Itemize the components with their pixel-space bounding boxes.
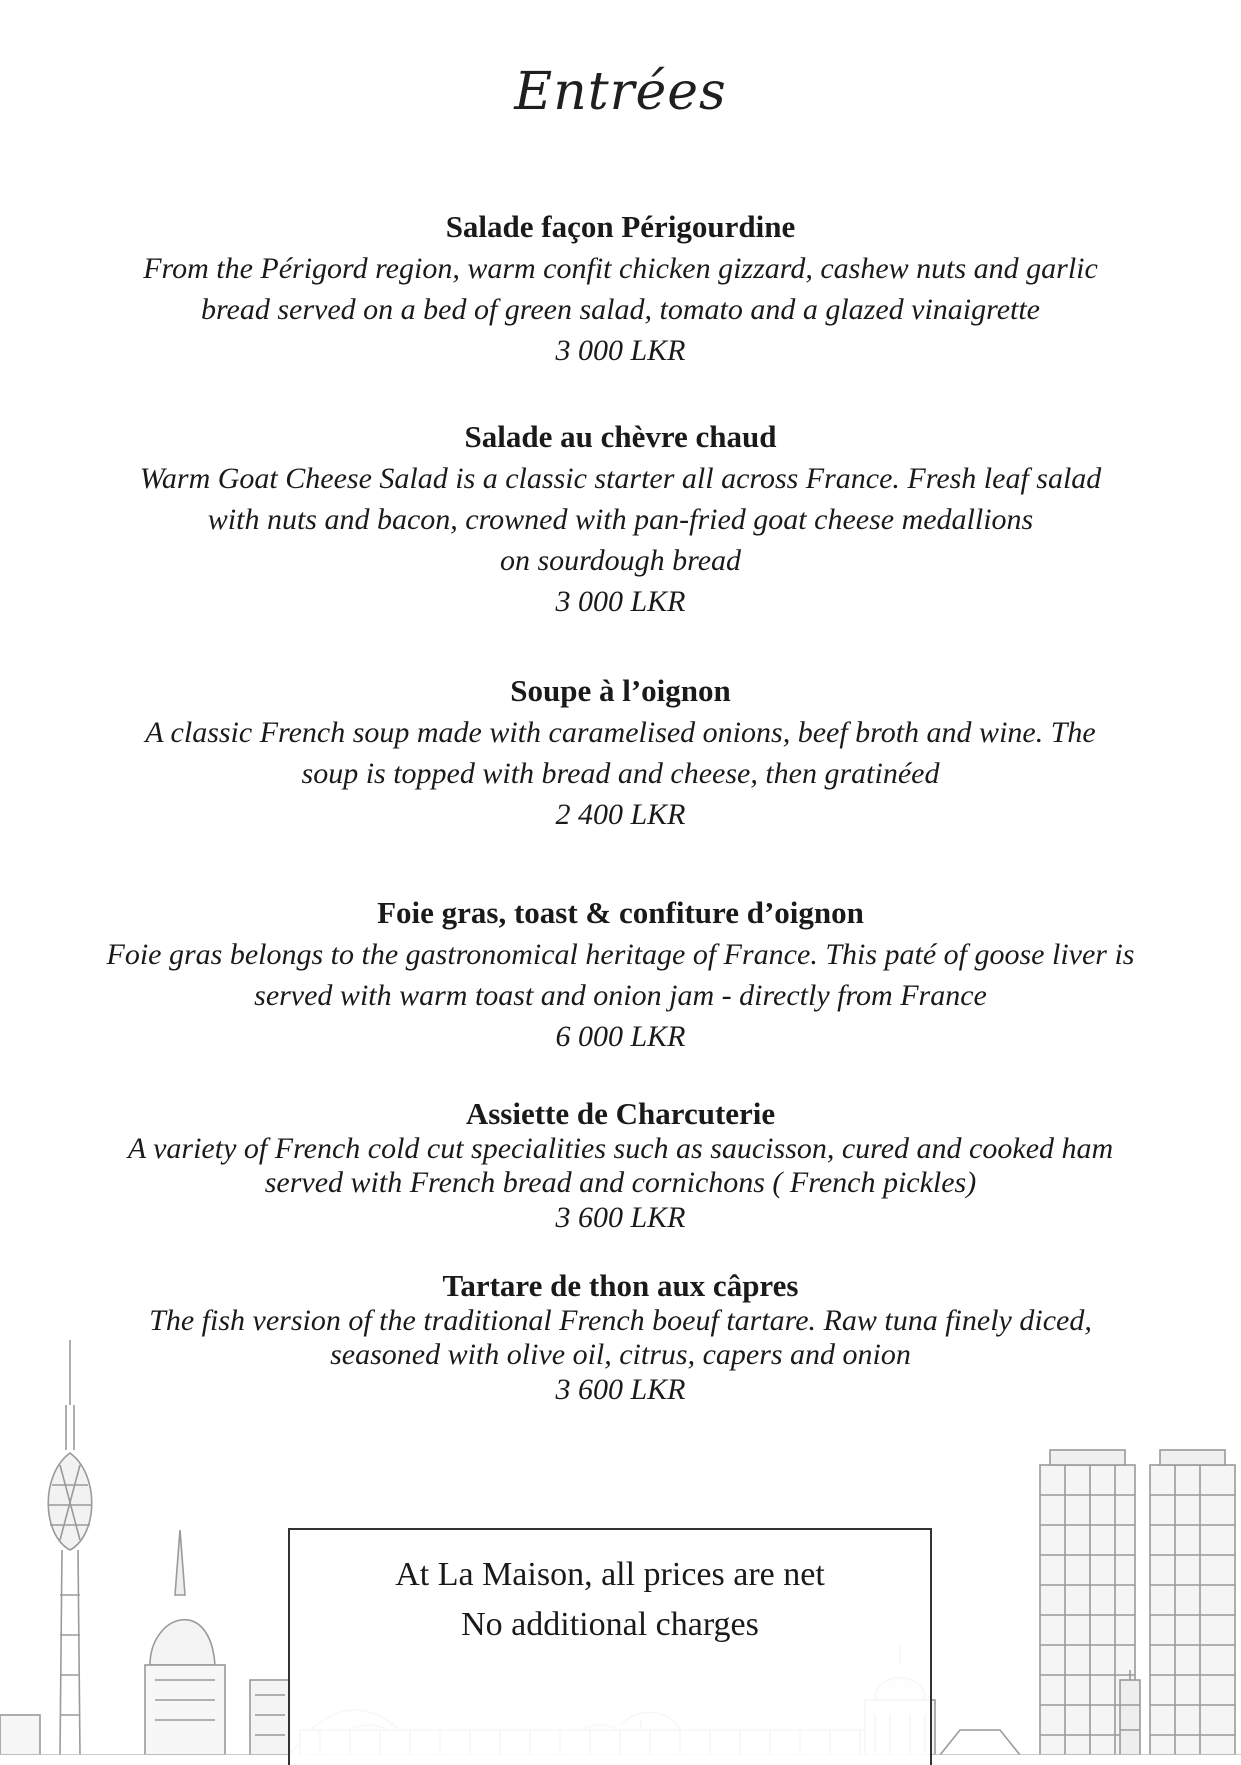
item-price: 3 600 LKR [555,1201,686,1234]
item-description: From the Périgord region, warm confit chicken gizzard, cashew nuts and garlic bread served on a bed of green salad, tomato and a glazed vinaigrette [143,252,1098,326]
item-price: 3 000 LKR [555,585,686,618]
stupa-icon [145,1530,225,1755]
notice-line-prices: At La Maison, all prices are net [395,1556,825,1593]
page-title: Entrées [514,62,727,122]
menu-item [60,1096,1181,1236]
item-price: 2 400 LKR [555,798,686,831]
item-name: Salade façon Périgourdine [445,209,796,244]
item-name: Salade au chèvre chaud [464,419,777,454]
item-price: 6 000 LKR [555,1020,686,1053]
item-description: Warm Goat Cheese Salad is a classic starter all across France. Fresh leaf salad with nuts and bacon, crowned with pan-fried goat cheese medallions on sourdough bread [139,462,1102,577]
item-description: A classic French soup made with caramelised onions, beef broth and wine. The soup is topped with bread and cheese, then gratinéed [145,716,1096,790]
item-name: Soupe à l’oignon [510,673,731,708]
lotus-tower-icon [48,1340,92,1755]
menu-item [60,670,1181,836]
item-price: 3 600 LKR [555,1373,686,1406]
item-name: Tartare de thon aux câpres [442,1268,799,1303]
item-description: A variety of French cold cut specialities such as saucisson, cured and cooked ham served with French bread and cornichons ( French pickles) [127,1132,1114,1199]
menu-item [60,892,1181,1058]
item-description: Foie gras belongs to the gastronomical heritage of France. This paté of goose liver is served with warm toast and onion jam - directly from France [106,938,1135,1012]
item-price: 3 000 LKR [555,334,686,367]
item-description: The fish version of the traditional French boeuf tartare. Raw tuna finely diced, seasoned with olive oil, citrus, capers and onion [149,1304,1092,1371]
menu-item [60,416,1181,623]
clock-tower-icon [1120,1670,1140,1755]
prices-notice-box [288,1528,932,1765]
notice-line-charges: No additional charges [461,1606,759,1643]
item-name: Foie gras, toast & confiture d’oignon [377,895,864,930]
item-name: Assiette de Charcuterie [465,1096,776,1131]
menu-item [60,206,1181,372]
